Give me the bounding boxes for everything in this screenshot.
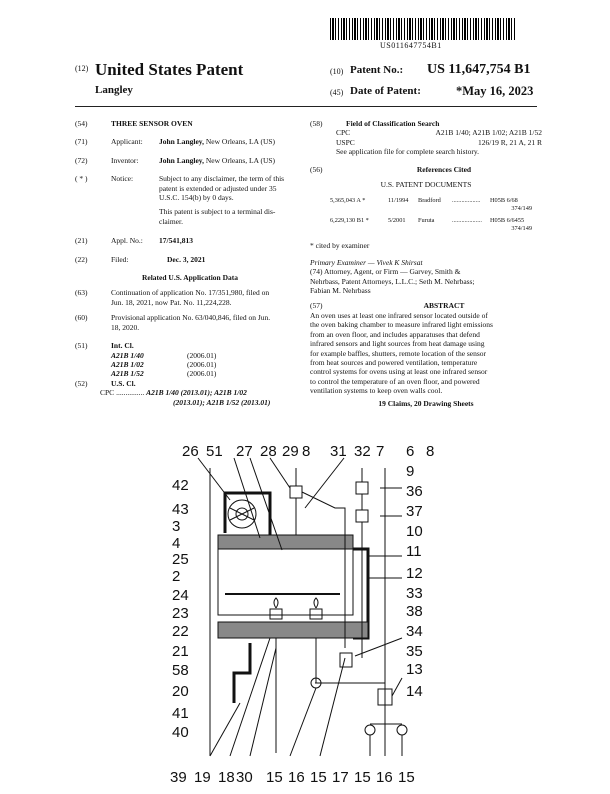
left-column bbox=[75, 119, 305, 407]
reference-numeral: 27 bbox=[236, 443, 253, 460]
intcl-class: A21B 1/40 bbox=[111, 350, 144, 360]
reference-numeral: 7 bbox=[376, 443, 385, 460]
attorney-line: (74) Attorney, Agent, or Firm — Garvey, Smith & bbox=[310, 267, 461, 277]
ref-dots: .................. bbox=[452, 197, 481, 205]
reference-numeral: 36 bbox=[406, 483, 423, 500]
reference-numeral: 18 bbox=[218, 769, 235, 786]
reference-numeral: 26 bbox=[182, 443, 199, 460]
abstract-line: for example baffles, shutters, remote location of the sensor bbox=[310, 348, 487, 358]
country-code: (12) bbox=[75, 64, 89, 73]
reference-numeral: 3 bbox=[172, 518, 181, 535]
reference-numeral: 11 bbox=[406, 543, 422, 560]
reference-numeral: 6 bbox=[406, 443, 415, 460]
reference-numeral: 35 bbox=[406, 643, 423, 660]
reference-numeral: 41 bbox=[172, 705, 189, 722]
ref-name: Bradford bbox=[418, 197, 441, 205]
applicant-location: New Orleans, LA (US) bbox=[205, 137, 276, 147]
abstract-line: to control the temperature of an oven floor, and powered bbox=[310, 376, 480, 386]
oven-drawing bbox=[170, 438, 470, 790]
inventor-short: Langley bbox=[95, 84, 133, 96]
inventor-code: (72) bbox=[75, 155, 88, 165]
flame bbox=[314, 598, 318, 608]
leader-line bbox=[198, 458, 230, 500]
notice-line: claimer. bbox=[159, 216, 183, 226]
flame bbox=[274, 598, 278, 608]
patent-title: THREE SENSOR OVEN bbox=[111, 119, 193, 128]
intcl-version: (2006.01) bbox=[187, 350, 217, 360]
fos-title: Field of Classification Search bbox=[346, 119, 440, 128]
fos-cpc: A21B 1/40; A21B 1/02; A21B 1/52 bbox=[435, 128, 542, 138]
refs-title: References Cited bbox=[416, 164, 472, 174]
appl-number: 17/541,813 bbox=[159, 236, 193, 246]
date-code: (45) bbox=[330, 88, 344, 97]
fos-uspc-label: USPC bbox=[336, 137, 355, 147]
applicant-code: (71) bbox=[75, 137, 88, 147]
claims-count: 19 Claims, 20 Drawing Sheets bbox=[378, 398, 474, 408]
control-box bbox=[340, 653, 352, 667]
abstract-line: from an oven floor, and includes apparatuses that defend bbox=[310, 329, 480, 339]
reference-numeral: 22 bbox=[172, 623, 189, 640]
abstract-line: An oven uses at least one infrared sensor located outside of bbox=[310, 310, 488, 320]
barcode bbox=[330, 18, 515, 40]
intcl-class: A21B 1/52 bbox=[111, 369, 144, 379]
abstract-line: from heat sources and powered ventilation, temperature bbox=[310, 357, 478, 367]
ref-cls: H05B 6/6455 bbox=[490, 217, 525, 225]
notice-code: ( * ) bbox=[75, 174, 88, 184]
reference-numeral: 43 bbox=[172, 501, 189, 518]
ref-no: 5,365,043 A * bbox=[330, 197, 366, 205]
notice-line: U.S.C. 154(b) by 0 days. bbox=[159, 193, 234, 203]
leader-line bbox=[210, 703, 240, 756]
reference-numeral: 58 bbox=[172, 662, 189, 679]
title-code: (54) bbox=[75, 119, 88, 128]
ref-date: 11/1994 bbox=[388, 197, 409, 205]
attorney-line: Nehrbass, Patent Attorneys, L.L.C.; Seth M. Nehrbass; bbox=[310, 276, 475, 286]
fos-uspc: 126/19 R, 21 A, 21 R bbox=[478, 137, 542, 147]
cpc-leader: ............... bbox=[116, 388, 145, 398]
refs-list bbox=[310, 197, 542, 233]
sensor-box bbox=[356, 482, 368, 494]
abstract-line: control systems for ovens using at least one infrared sensor bbox=[310, 367, 488, 377]
reference-numeral: 29 bbox=[282, 443, 299, 460]
reference-numeral: 17 bbox=[332, 769, 349, 786]
abstract-title: ABSTRACT bbox=[423, 301, 465, 311]
reference-numeral: 12 bbox=[406, 565, 423, 582]
reference-numeral: 25 bbox=[172, 551, 189, 568]
patent-date: *May 16, 2023 bbox=[456, 84, 534, 98]
related-data-title: Related U.S. Application Data bbox=[141, 273, 239, 283]
ref-name: Furuta bbox=[418, 217, 435, 225]
intcl-row bbox=[75, 351, 305, 360]
support-bracket bbox=[234, 643, 250, 703]
baking-chamber bbox=[218, 549, 353, 615]
right-column bbox=[310, 119, 542, 408]
provisional-line: Provisional application No. 63/040,846, filed on Jun. bbox=[111, 313, 271, 323]
reference-numeral: 24 bbox=[172, 587, 189, 604]
cited-by-examiner: * cited by examiner bbox=[310, 241, 370, 251]
intcl-label: Int. Cl. bbox=[111, 341, 134, 351]
reference-numeral: 4 bbox=[172, 535, 181, 552]
burner bbox=[310, 609, 322, 619]
ref-date: 5/2001 bbox=[388, 217, 406, 225]
leader-line bbox=[234, 458, 260, 538]
us-docs-title: U.S. PATENT DOCUMENTS bbox=[380, 180, 472, 190]
ref-no: 6,229,130 B1 * bbox=[330, 217, 369, 225]
cpc-line: (2013.01); A21B 1/52 (2013.01) bbox=[173, 397, 271, 407]
ref-cls2: 374/149 bbox=[511, 225, 532, 233]
appl-code: (21) bbox=[75, 236, 88, 246]
intcl-class: A21B 1/02 bbox=[111, 359, 144, 369]
sensor-box bbox=[356, 510, 368, 522]
uscl-label: U.S. Cl. bbox=[111, 378, 136, 388]
intcl-code: (51) bbox=[75, 341, 88, 351]
abstract-line: ventilation systems to keep oven walls cool. bbox=[310, 386, 443, 396]
reference-numeral: 39 bbox=[170, 769, 187, 786]
top-insulation bbox=[218, 535, 353, 549]
cpc-label: CPC bbox=[100, 388, 115, 398]
reference-numeral: 38 bbox=[406, 603, 423, 620]
reference-numeral: 8 bbox=[426, 443, 435, 460]
notice-line: patent is extended or adjusted under 35 bbox=[159, 183, 277, 193]
ref-dots: ................... bbox=[452, 217, 482, 225]
reference-numeral: 51 bbox=[206, 443, 223, 460]
reference-numeral: 19 bbox=[194, 769, 211, 786]
oven-structure bbox=[198, 458, 407, 756]
intcl-row bbox=[75, 369, 305, 378]
leader-line bbox=[290, 688, 316, 756]
abstract-text bbox=[310, 311, 542, 396]
inventor-name: John Langley, bbox=[159, 155, 205, 165]
ref-cls2: 374/149 bbox=[511, 205, 532, 213]
reference-numeral: 30 bbox=[236, 769, 253, 786]
attorney-line: Fabian M. Nehrbass bbox=[310, 286, 371, 296]
reference-numeral: 9 bbox=[406, 463, 415, 480]
notice-text bbox=[159, 174, 284, 226]
patent-no-label: Patent No.: bbox=[350, 64, 404, 76]
appl-label: Appl. No.: bbox=[111, 236, 143, 246]
leader-line bbox=[270, 458, 290, 488]
inventor-location: New Orleans, LA (US) bbox=[205, 155, 276, 165]
continuation-line: Jun. 18, 2021, now Pat. No. 11,224,228. bbox=[111, 297, 232, 307]
reference-numeral: 2 bbox=[172, 568, 181, 585]
notice-line: This patent is subject to a terminal dis- bbox=[159, 207, 276, 217]
filed-code: (22) bbox=[75, 254, 88, 264]
provisional-line: 18, 2020. bbox=[111, 322, 140, 332]
reference-numeral: 40 bbox=[172, 724, 189, 741]
reference-numeral: 15 bbox=[398, 769, 415, 786]
patent-no-code: (10) bbox=[330, 67, 344, 76]
reference-numeral: 42 bbox=[172, 477, 189, 494]
reference-row bbox=[330, 217, 542, 233]
notice-label: Notice: bbox=[111, 174, 134, 184]
burner bbox=[270, 609, 282, 619]
leader-line bbox=[320, 658, 345, 756]
reference-numeral: 10 bbox=[406, 523, 423, 540]
inventor-label: Inventor: bbox=[111, 155, 139, 165]
notice-line: Subject to any disclaimer, the term of this bbox=[159, 174, 285, 184]
filed-date: Dec. 3, 2021 bbox=[167, 254, 206, 264]
reference-numeral: 13 bbox=[406, 661, 423, 678]
intcl-version: (2006.01) bbox=[187, 369, 217, 379]
date-label: Date of Patent: bbox=[350, 85, 421, 97]
valve bbox=[365, 725, 375, 735]
cpc-line: A21B 1/40 (2013.01); A21B 1/02 bbox=[146, 388, 247, 398]
fos-cpc-label: CPC bbox=[336, 128, 351, 138]
filed-label: Filed: bbox=[111, 254, 129, 264]
leader-line bbox=[250, 648, 276, 756]
patent-number: US 11,647,754 B1 bbox=[427, 62, 531, 77]
intcl-list bbox=[75, 351, 305, 379]
ref-cls: H05B 6/68 bbox=[490, 197, 518, 205]
fos-code: (58) bbox=[310, 119, 323, 128]
uscl-code: (52) bbox=[75, 378, 88, 388]
applicant-label: Applicant: bbox=[111, 137, 143, 147]
reference-numeral: 15 bbox=[266, 769, 283, 786]
abstract-line: the oven baking chamber to measure infrared light emissions bbox=[310, 320, 493, 330]
intcl-row bbox=[75, 360, 305, 369]
reference-numeral: 32 bbox=[354, 443, 371, 460]
reference-numeral: 16 bbox=[288, 769, 305, 786]
reference-numeral: 37 bbox=[406, 503, 423, 520]
reference-numeral: 31 bbox=[330, 443, 347, 460]
valve bbox=[397, 725, 407, 735]
country-title: United States Patent bbox=[95, 60, 244, 79]
reference-numeral: 15 bbox=[310, 769, 327, 786]
abstract-code: (57) bbox=[310, 301, 323, 311]
provisional-code: (60) bbox=[75, 313, 88, 323]
reference-row bbox=[330, 197, 542, 213]
leader-line bbox=[392, 678, 402, 696]
reference-numeral: 20 bbox=[172, 683, 189, 700]
continuation-code: (63) bbox=[75, 288, 88, 298]
barcode-number: US011647754B1 bbox=[380, 41, 442, 50]
header-rule bbox=[75, 106, 537, 107]
reference-numeral: 28 bbox=[260, 443, 277, 460]
reference-numeral: 15 bbox=[354, 769, 371, 786]
reference-numeral: 14 bbox=[406, 683, 423, 700]
reference-numeral: 34 bbox=[406, 623, 423, 640]
reference-numeral: 33 bbox=[406, 585, 423, 602]
sensor-box bbox=[290, 486, 302, 498]
abstract-line: infrared sensors and light sources from heat damage using bbox=[310, 339, 485, 349]
reference-numeral: 8 bbox=[302, 443, 311, 460]
refs-code: (56) bbox=[310, 164, 323, 174]
reference-numeral: 16 bbox=[376, 769, 393, 786]
reference-numeral: 23 bbox=[172, 605, 189, 622]
reference-numeral: 21 bbox=[172, 643, 189, 660]
applicant-name: John Langley, bbox=[159, 137, 205, 147]
primary-examiner: Primary Examiner — Vivek K Shirsat bbox=[310, 257, 423, 267]
leader-line bbox=[305, 458, 344, 508]
fos-note: See application file for complete search history. bbox=[336, 147, 480, 157]
continuation-line: Continuation of application No. 17/351,980, filed on bbox=[111, 288, 270, 298]
intcl-version: (2006.01) bbox=[187, 359, 217, 369]
